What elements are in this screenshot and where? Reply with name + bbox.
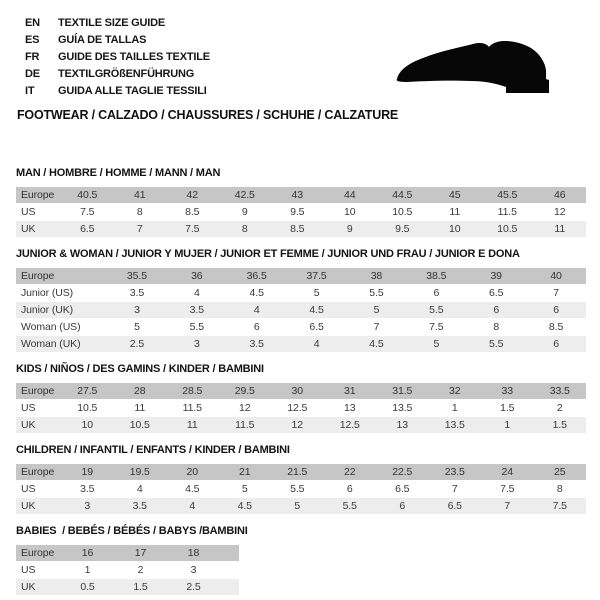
size-cell: 38 [347, 268, 407, 284]
filler-cell [220, 562, 239, 578]
table-row [16, 481, 586, 497]
language-row [25, 14, 210, 31]
size-cell: 33 [481, 383, 534, 399]
size-cell: 4.5 [347, 336, 407, 352]
size-cell: 6 [324, 481, 377, 497]
row-label: UK [16, 417, 61, 433]
size-cell: 3 [167, 562, 220, 578]
size-cell: 3 [61, 498, 114, 514]
size-cell: 13.5 [376, 400, 429, 416]
size-cell: 3.5 [114, 498, 167, 514]
size-cell: 22 [324, 464, 377, 480]
category-title: FOOTWEAR / CALZADO / CHAUSSURES / SCHUHE / CALZATURE [17, 108, 399, 122]
size-cell: 8.5 [526, 319, 586, 335]
size-cell: 31 [324, 383, 377, 399]
size-cell: 6 [406, 285, 466, 301]
size-table [16, 544, 239, 596]
size-cell: 4.5 [227, 285, 287, 301]
size-cell: 8 [219, 221, 272, 237]
size-cell: 7.5 [166, 221, 219, 237]
language-code: EN [25, 16, 40, 29]
table-title: BABIES / BEBÉS / BÉBÉS / BABYS /BAMBINI [16, 525, 248, 537]
table-title: KIDS / NIÑOS / DES GAMINS / KINDER / BAMBINI [16, 363, 264, 375]
table-row [16, 579, 239, 595]
size-cell: 3.5 [61, 481, 114, 497]
size-cell: 5.5 [324, 498, 377, 514]
size-cell: 1.5 [481, 400, 534, 416]
table-row [16, 302, 586, 318]
size-cell: 2.5 [107, 336, 167, 352]
row-label: Europe [16, 268, 107, 284]
size-cell: 28.5 [166, 383, 219, 399]
size-cell: 4.5 [287, 302, 347, 318]
size-cell: 12 [219, 400, 272, 416]
size-cell: 4 [166, 498, 219, 514]
size-cell: 10 [61, 417, 114, 433]
size-cell: 6 [376, 498, 429, 514]
size-cell: 36.5 [227, 268, 287, 284]
language-code: DE [25, 67, 40, 80]
table-row [16, 221, 586, 237]
size-cell: 5.5 [271, 481, 324, 497]
table-row [16, 545, 239, 561]
size-cell: 9 [219, 204, 272, 220]
size-cell: 25 [534, 464, 587, 480]
table-row [16, 562, 239, 578]
row-label: UK [16, 221, 61, 237]
size-table-section [16, 168, 586, 238]
size-cell: 1.5 [534, 417, 587, 433]
size-cell: 11 [429, 204, 482, 220]
size-cell: 3 [107, 302, 167, 318]
size-cell: 0.5 [61, 579, 114, 595]
row-label: Junior (UK) [16, 302, 107, 318]
table-row [16, 187, 586, 203]
size-cell: 12.5 [324, 417, 377, 433]
table-title: MAN / HOMBRE / HOMME / MANN / MAN [16, 167, 221, 179]
size-cell: 11 [114, 400, 167, 416]
table-row [16, 400, 586, 416]
size-table [16, 186, 586, 238]
size-cell: 21.5 [271, 464, 324, 480]
size-cell: 12 [534, 204, 587, 220]
table-row [16, 336, 586, 352]
size-cell: 36 [167, 268, 227, 284]
size-cell: 16 [61, 545, 114, 561]
language-row [25, 65, 210, 82]
row-label: Woman (UK) [16, 336, 107, 352]
size-cell: 3.5 [107, 285, 167, 301]
size-cell: 8 [114, 204, 167, 220]
size-cell: 7 [347, 319, 407, 335]
row-label: Europe [16, 383, 61, 399]
size-cell: 4 [167, 285, 227, 301]
size-cell: 37.5 [287, 268, 347, 284]
row-label: Europe [16, 187, 61, 203]
size-cell: 8 [534, 481, 587, 497]
size-cell: 40 [526, 268, 586, 284]
size-table [16, 267, 586, 353]
size-cell: 41 [114, 187, 167, 203]
size-table-section [16, 249, 586, 353]
table-row [16, 498, 586, 514]
size-cell: 10.5 [376, 204, 429, 220]
size-cell: 5 [107, 319, 167, 335]
size-cell: 5.5 [406, 302, 466, 318]
size-cell: 3.5 [227, 336, 287, 352]
table-row [16, 285, 586, 301]
size-cell: 27.5 [61, 383, 114, 399]
size-cell: 13 [376, 417, 429, 433]
language-title: TEXTILGRÖßENFÜHRUNG [58, 67, 195, 80]
size-cell: 8 [466, 319, 526, 335]
size-cell: 31.5 [376, 383, 429, 399]
table-row [16, 204, 586, 220]
size-cell: 4 [114, 481, 167, 497]
size-cell: 7 [526, 285, 586, 301]
language-code: IT [25, 84, 35, 97]
size-cell: 12.5 [271, 400, 324, 416]
size-cell: 23.5 [429, 464, 482, 480]
size-cell: 33.5 [534, 383, 587, 399]
size-cell: 6.5 [429, 498, 482, 514]
language-code: FR [25, 50, 40, 63]
size-cell: 6 [227, 319, 287, 335]
size-cell: 3.5 [167, 302, 227, 318]
table-row [16, 417, 586, 433]
size-cell: 11 [166, 417, 219, 433]
size-table [16, 382, 586, 434]
size-cell: 7 [114, 221, 167, 237]
row-label: Woman (US) [16, 319, 107, 335]
size-cell: 42.5 [219, 187, 272, 203]
size-cell: 7.5 [481, 481, 534, 497]
size-cell: 10 [324, 204, 377, 220]
size-cell: 30 [271, 383, 324, 399]
size-cell: 10.5 [114, 417, 167, 433]
size-cell: 5 [406, 336, 466, 352]
size-cell: 8.5 [271, 221, 324, 237]
size-cell: 1.5 [114, 579, 167, 595]
table-row [16, 383, 586, 399]
size-cell: 11.5 [166, 400, 219, 416]
size-cell: 8.5 [166, 204, 219, 220]
size-cell: 5 [347, 302, 407, 318]
row-label: UK [16, 579, 61, 595]
size-cell: 7.5 [406, 319, 466, 335]
size-cell: 11.5 [219, 417, 272, 433]
size-cell: 2 [534, 400, 587, 416]
row-label: US [16, 204, 61, 220]
size-cell: 28 [114, 383, 167, 399]
size-cell: 6 [526, 302, 586, 318]
row-label: US [16, 481, 61, 497]
size-cell: 5.5 [347, 285, 407, 301]
size-cell: 6 [466, 302, 526, 318]
size-cell: 46 [534, 187, 587, 203]
size-table [16, 463, 586, 515]
size-cell: 6.5 [376, 481, 429, 497]
size-cell: 10.5 [481, 221, 534, 237]
size-cell: 20 [166, 464, 219, 480]
size-cell: 4 [227, 302, 287, 318]
size-cell: 19.5 [114, 464, 167, 480]
language-title: GUIDA ALLE TAGLIE TESSILI [58, 84, 207, 97]
size-cell: 43 [271, 187, 324, 203]
size-cell: 13 [324, 400, 377, 416]
language-row [25, 31, 210, 48]
size-cell: 7.5 [534, 498, 587, 514]
size-cell: 1 [429, 400, 482, 416]
size-cell: 5.5 [167, 319, 227, 335]
size-cell: 35.5 [107, 268, 167, 284]
size-cell: 18 [167, 545, 220, 561]
size-cell: 1 [61, 562, 114, 578]
size-cell: 2 [114, 562, 167, 578]
size-cell: 32 [429, 383, 482, 399]
size-cell: 10.5 [61, 400, 114, 416]
size-cell: 5 [287, 285, 347, 301]
row-label: Junior (US) [16, 285, 107, 301]
size-cell: 44.5 [376, 187, 429, 203]
size-cell: 45 [429, 187, 482, 203]
table-title: CHILDREN / INFANTIL / ENFANTS / KINDER / BAMBINI [16, 444, 290, 456]
size-cell: 24 [481, 464, 534, 480]
table-title: JUNIOR & WOMAN / JUNIOR Y MUJER / JUNIOR ET FEMME / JUNIOR UND FRAU / JUNIOR E DONA [16, 248, 520, 260]
size-cell: 7.5 [61, 204, 114, 220]
size-cell: 7 [429, 481, 482, 497]
size-cell: 5.5 [466, 336, 526, 352]
size-cell: 7 [481, 498, 534, 514]
size-cell: 4 [287, 336, 347, 352]
row-label: US [16, 562, 61, 578]
size-cell: 9 [324, 221, 377, 237]
size-cell: 45.5 [481, 187, 534, 203]
table-row [16, 319, 586, 335]
size-cell: 22.5 [376, 464, 429, 480]
size-cell: 5 [271, 498, 324, 514]
row-label: US [16, 400, 61, 416]
size-cell: 11.5 [481, 204, 534, 220]
size-cell: 5 [219, 481, 272, 497]
size-cell: 12 [271, 417, 324, 433]
size-cell: 2.5 [167, 579, 220, 595]
table-row [16, 268, 586, 284]
shoe-icon [395, 34, 579, 94]
filler-cell [220, 545, 239, 561]
language-code: ES [25, 33, 40, 46]
size-cell: 3 [167, 336, 227, 352]
size-cell: 38.5 [406, 268, 466, 284]
size-cell: 21 [219, 464, 272, 480]
size-cell: 17 [114, 545, 167, 561]
size-cell: 4.5 [166, 481, 219, 497]
size-cell: 6.5 [61, 221, 114, 237]
size-table-section [16, 364, 586, 434]
size-cell: 40.5 [61, 187, 114, 203]
size-cell: 42 [166, 187, 219, 203]
language-title: TEXTILE SIZE GUIDE [58, 16, 166, 29]
row-label: Europe [16, 464, 61, 480]
size-cell: 44 [324, 187, 377, 203]
language-title: GUIDE DES TAILLES TEXTILE [58, 50, 210, 63]
size-table-section [16, 445, 586, 515]
size-cell: 29.5 [219, 383, 272, 399]
size-cell: 6 [526, 336, 586, 352]
size-cell: 4.5 [219, 498, 272, 514]
size-table-section [16, 526, 586, 596]
language-list [25, 14, 210, 99]
table-row [16, 464, 586, 480]
size-tables [16, 168, 586, 600]
language-title: GUÍA DE TALLAS [58, 33, 147, 46]
size-cell: 6.5 [287, 319, 347, 335]
size-cell: 11 [534, 221, 587, 237]
size-cell: 13.5 [429, 417, 482, 433]
row-label: UK [16, 498, 61, 514]
size-cell: 10 [429, 221, 482, 237]
row-label: Europe [16, 545, 61, 561]
size-cell: 39 [466, 268, 526, 284]
size-cell: 9.5 [271, 204, 324, 220]
filler-cell [220, 579, 239, 595]
size-cell: 9.5 [376, 221, 429, 237]
language-row [25, 82, 210, 99]
size-cell: 1 [481, 417, 534, 433]
language-row [25, 48, 210, 65]
size-cell: 6.5 [466, 285, 526, 301]
size-cell: 19 [61, 464, 114, 480]
